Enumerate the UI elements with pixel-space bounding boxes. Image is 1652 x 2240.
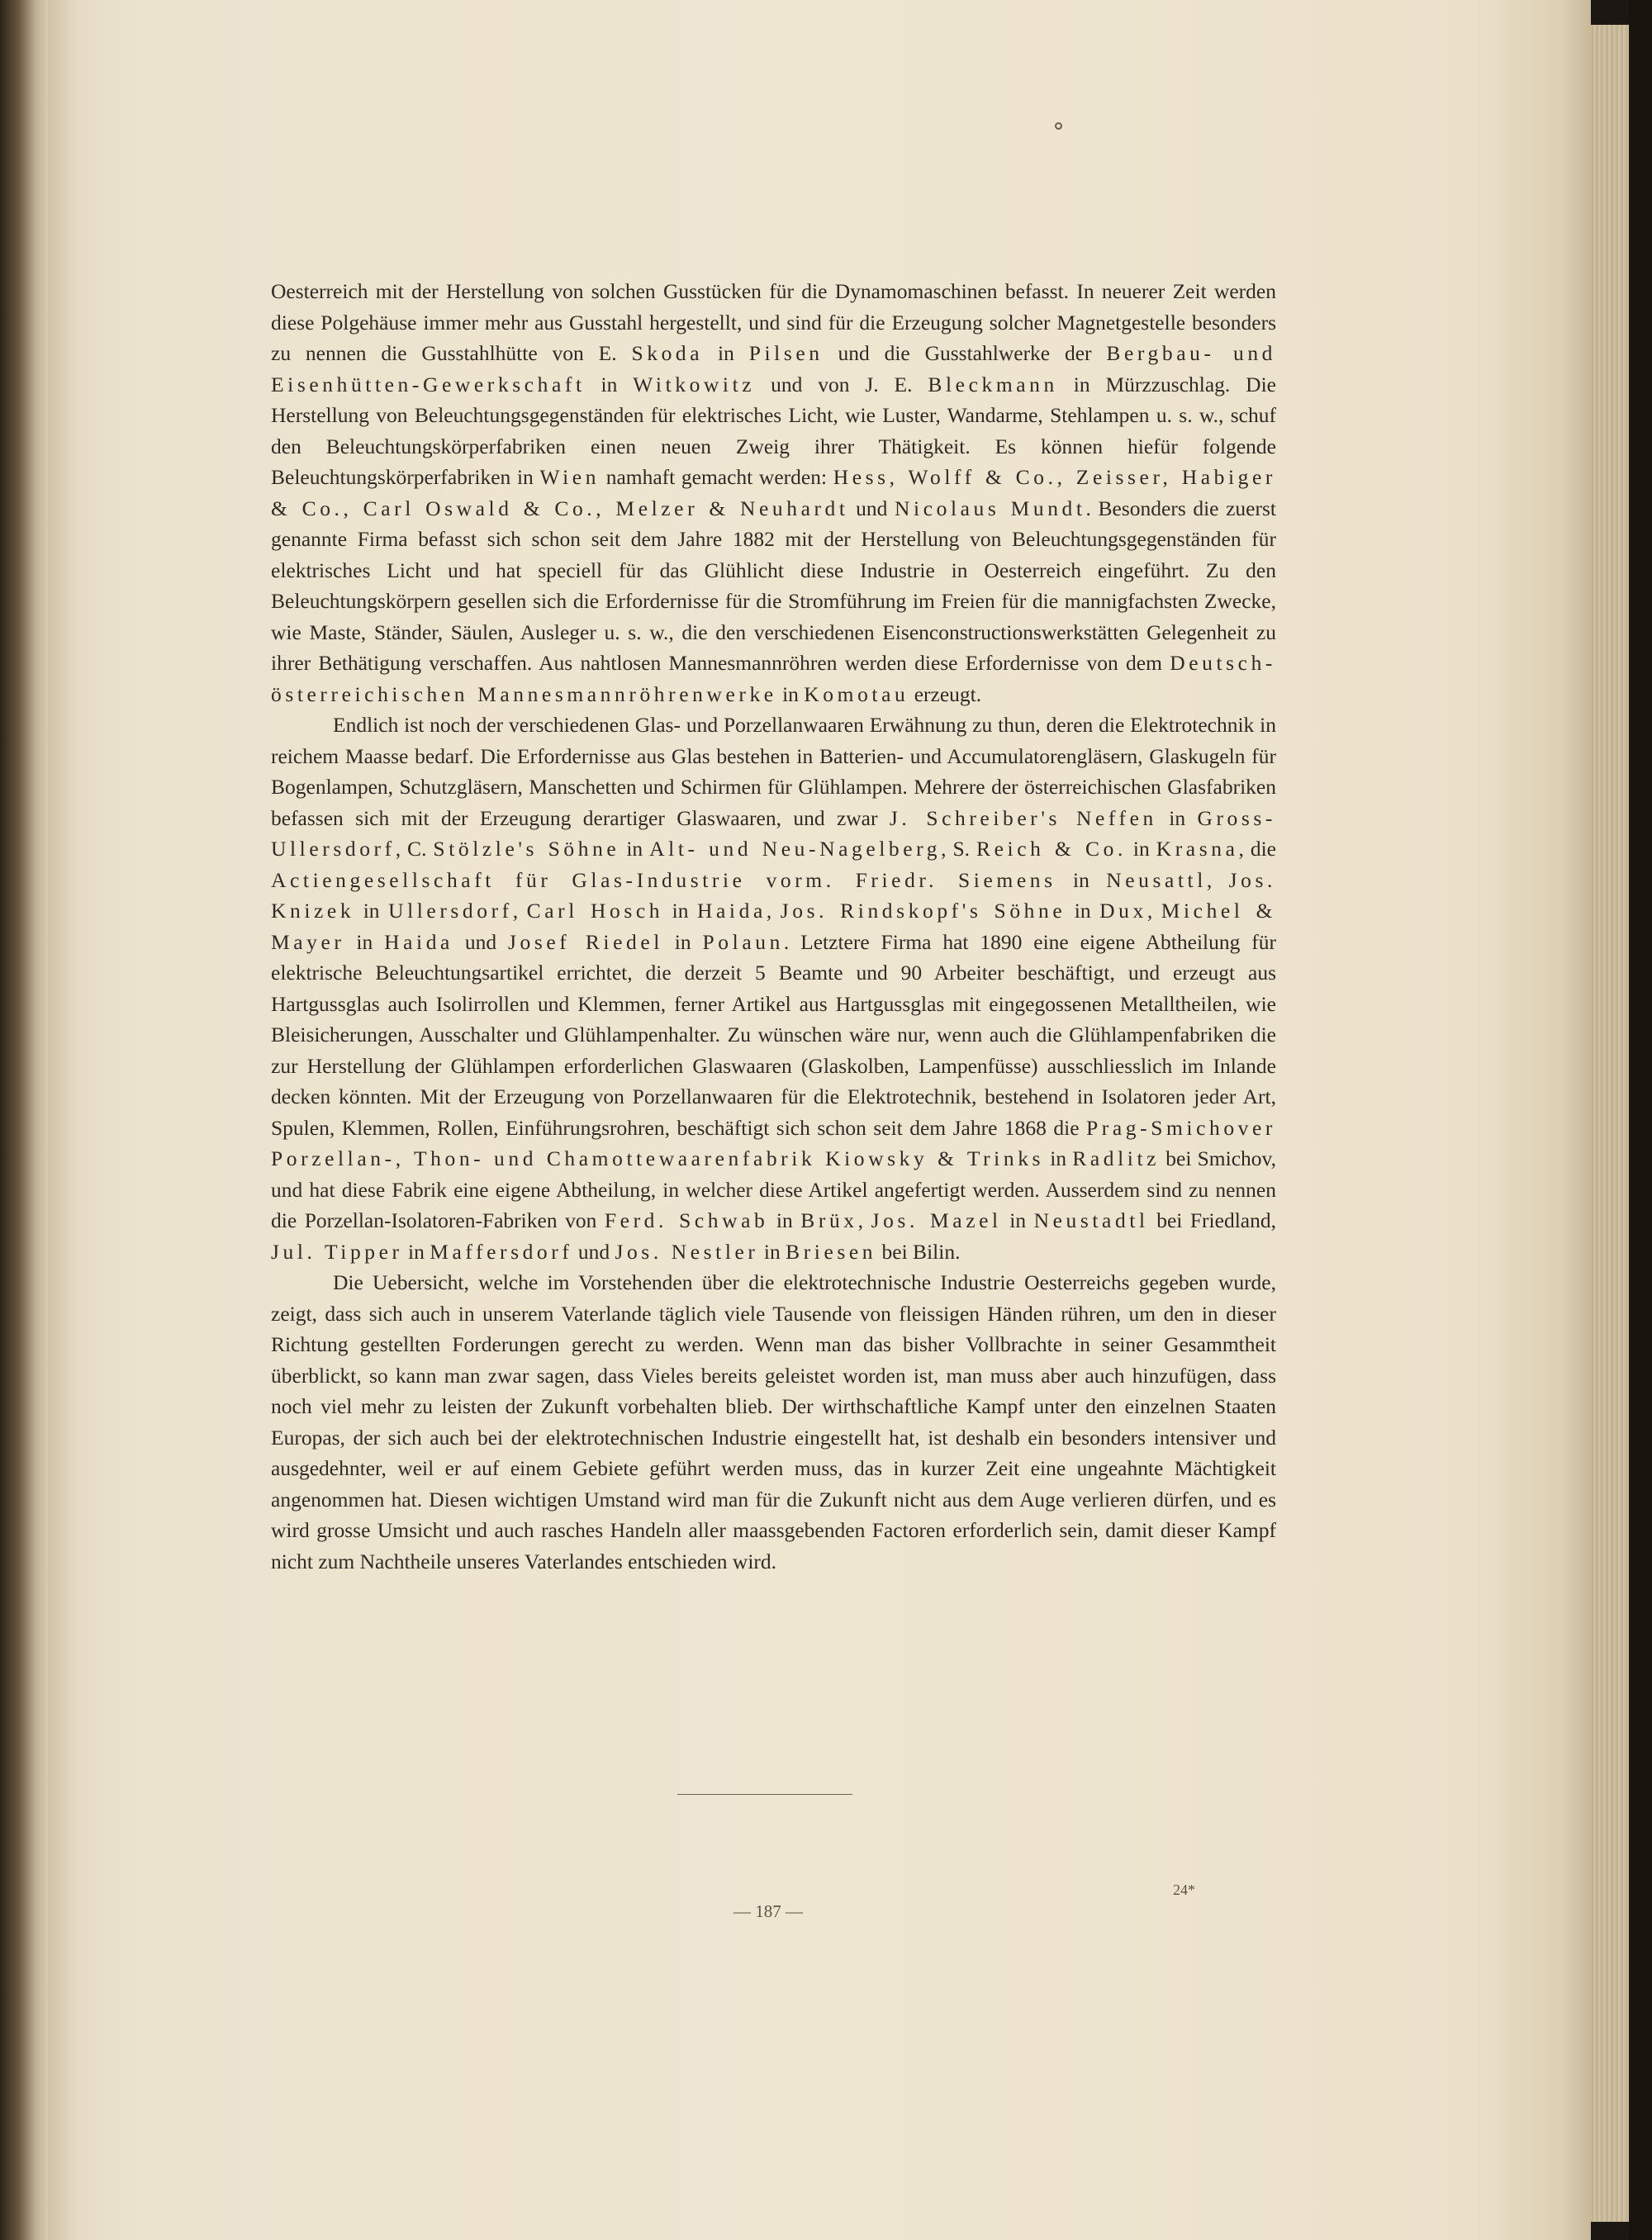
text-run: Die Uebersicht, welche im Vorstehenden über die elektrotechnische Industrie Oesterreichs gegeben wurde, zeigt, dass sich auch in unserem Vaterlande täglich viele Tausende von fleissigen Händen rühren, um den in dieser Richtung gestellten Forderungen gerecht zu werden. Wenn man das bisher Vollbrachte in seiner Gesammtheit überblickt, so kann man zwar sagen, dass Vieles bereits geleistet worden ist, man muss aber auch hinzufügen, dass noch viel mehr zu leisten der Zukunft vorbehalten blieb. Der wirthschaftliche Kampf unter den einzelnen Staaten Europas, der sich auch bei der elektrotechnischen Industrie eingestellt hat, ist deshalb ein besonders intensiver und ausgedehnter, weil er auf einem Gebiete geführt werden muss, das in kurzer Zeit eine ungeahnte Mächtigkeit angenommen hat. Diesen wichtigen Umstand wird man für die Zukunft nicht aus dem Auge verlieren dürfen, und es wird grosse Umsicht und auch rasches Handeln aller maassgebenden Factoren erforderlich sein, damit dieser Kampf nicht zum Nachtheile unseres Vaterlandes entschieden wird.: [271, 1270, 1276, 1573]
book-gutter-shadow: [0, 0, 48, 2240]
spaced-name: Krasna: [1156, 837, 1239, 861]
text-run: bei Friedland,: [1148, 1208, 1276, 1232]
spaced-name: Neustadtl: [1033, 1208, 1149, 1232]
spaced-name: Jul. Tipper: [271, 1239, 403, 1264]
text-run: bei Bilin.: [876, 1239, 961, 1264]
text-run: und: [453, 929, 508, 954]
text-run: bei Smichov, und hat diese Fabrik eine eigene Abtheilung, in welcher diese Artikel angefertigt werden. Ausserdem sind zu nennen die Porzellan-Isolatoren-Fabriken von: [271, 1146, 1276, 1232]
text-run: und: [572, 1239, 615, 1264]
text-run: in Mürzzuschlag. Die Herstellung von Beleuchtungsgegenständen für elektrisches Licht, wie Luster, Wandarme, Stehlampen u. s. w., schuf den Beleuchtungskörperfabriken einen neuen Zweig ihrer Thätigkeit. Es können hiefür folgende Beleuchtungskörperfabriken in: [271, 372, 1277, 489]
spaced-name: Jos. Rindskopf's Söhne: [780, 899, 1066, 923]
text-run: in: [1066, 899, 1100, 923]
text-run: in: [662, 929, 703, 954]
text-run: erzeugt.: [909, 681, 982, 706]
spaced-name: Haida: [384, 929, 453, 954]
text-run: . Letztere Firma hat 1890 eine eigene Abtheilung für elektrische Beleuchtungsartikel errichtet, die derzeit 5 Beamte und 90 Arbeiter beschäftigt, und erzeugt aus Hartgussglas auch Isolirrollen und Klemmen, ferner Artikel aus Hartgussglas mit eingegossenen Metalltheilen, wie Bleisicherungen, Ausschalter und Glühlampenhalter. Zu wünschen wäre nur, wenn auch die Glühlampenfabriken die zur Herstellung der Glühlampen erforderlichen Glaswaaren (Glaskolben, Lampenfüsse) ausschliesslich im Inlande decken könnten. Mit der Erzeugung von Porzellanwaaren für die Elektrotechnik, bestehend in Isolatoren jeder Art, Spulen, Klemmen, Rollen, Einführungsrohren, beschäftigt sich schon seit dem Jahre 1868 die: [271, 929, 1276, 1140]
spaced-name: Nicolaus Mundt: [895, 496, 1086, 520]
spaced-name: Gross-Ullersdorf: [271, 805, 1276, 861]
text-run: Oesterreich mit der Herstellung von solchen Gusstücken für die Dynamomaschinen befasst. In neuerer Zeit werden diese Polgehäuse immer mehr aus Gusstahl hergestellt, und sind für die Erzeugung solcher Magnetgestelle besonders zu nennen die Gusstahlhütte von E.: [271, 279, 1276, 365]
spaced-name: Actiengesellschaft für Glas-Industrie vorm. Friedr. Siemens: [271, 867, 1056, 892]
spaced-name: Bergbau- und Eisenhütten-Gewerkschaft: [271, 341, 1277, 396]
text-run: , die: [1238, 837, 1276, 861]
section-end-rule: [677, 1794, 852, 1795]
text-run: ,: [857, 1208, 871, 1232]
spaced-name: Skoda: [631, 341, 704, 365]
spaced-name: Josef Riedel: [507, 929, 663, 954]
background-edge: [1629, 0, 1652, 2240]
spaced-name: Neusattl: [1106, 867, 1207, 892]
paragraph: [271, 276, 1276, 709]
text-run: in: [663, 899, 698, 923]
page-number: — 187 —: [733, 1901, 803, 1921]
spaced-name: Dux: [1099, 899, 1147, 923]
text-run: ,: [766, 899, 781, 923]
body-text: [271, 276, 1276, 1577]
text-run: ,: [512, 899, 527, 923]
spaced-name: Briesen: [786, 1239, 877, 1264]
text-run: in: [585, 372, 634, 396]
text-run: in: [768, 1208, 801, 1232]
text-run: in: [620, 837, 650, 861]
spaced-name: Jos. Nestler: [615, 1239, 759, 1264]
spaced-name: Deutsch-österreichischen Mannesmannröhrenwerke: [271, 651, 1276, 706]
text-run: in: [703, 341, 749, 365]
spaced-name: Maffersdorf: [430, 1239, 573, 1264]
text-run: in: [1056, 867, 1107, 892]
text-run: ,: [1146, 899, 1161, 923]
spaced-name: Michel & Mayer: [271, 899, 1277, 954]
spaced-name: Witkowitz: [633, 372, 756, 396]
text-run: , S.: [941, 837, 977, 861]
text-run: in: [1156, 805, 1198, 830]
spaced-name: J. Schreiber's Neffen: [889, 805, 1157, 830]
spaced-name: Radlitz: [1072, 1146, 1161, 1170]
spaced-name: Stölzle's Söhne: [433, 837, 620, 861]
spaced-name: Alt- und Neu-Nagelberg: [649, 837, 942, 861]
text-run: in: [1044, 1146, 1073, 1170]
spaced-name: Jos. Mazel: [871, 1208, 1002, 1232]
spaced-name: Ferd. Schwab: [604, 1208, 769, 1232]
spaced-name: Polaun: [702, 929, 784, 954]
spaced-name: Ullersdorf: [388, 899, 513, 923]
text-run: in: [776, 681, 805, 706]
spaced-name: Hess, Wolff & Co., Zeisser, Habiger & Co., Carl Oswald & Co., Melzer & Neuhardt: [271, 465, 1276, 520]
text-run: Endlich ist noch der verschiedenen Glas- und Porzellanwaaren Erwähnung zu thun, deren die Elektrotechnik in reichem Maasse bedarf. Die Erfordernisse aus Glas bestehen in Batterien- und Accumulatorengläsern, Glaskugeln für Bogenlampen, Schutzgläsern, Manschetten und Schirmen für Glühlampen. Mehrere der österreichischen Glasfabriken befassen sich mit der Erzeugung derartiger Glaswaaren, und zwar: [271, 713, 1276, 830]
spaced-name: Reich & Co.: [976, 837, 1127, 861]
text-run: in: [1001, 1208, 1034, 1232]
ink-dot-mark: [1055, 122, 1062, 130]
text-run: in: [354, 899, 389, 923]
text-run: in: [344, 929, 385, 954]
text-run: in: [758, 1239, 786, 1264]
text-run: namhaft gemacht werden:: [600, 465, 833, 489]
spaced-name: Komotau: [804, 681, 909, 706]
page-stack-edge: [1591, 25, 1629, 2222]
spaced-name: Pilsen: [748, 341, 824, 365]
text-run: und: [848, 496, 895, 520]
spaced-name: Prag-Smichover Porzellan-, Thon- und Chamottewaarenfabrik Kiowsky & Trinks: [271, 1115, 1276, 1170]
text-run: . Besonders die zuerst genannte Firma befasst sich schon seit dem Jahre 1882 mit der Herstellung von Beleuchtungsgegenständen für elektrisches Licht und hat speciell für das Glühlicht diese Industrie in Oesterreich eingeführt. Zu den Beleuchtungskörpern gesellen sich die Erfordernisse für die Stromführung im Freien für die mannigfachsten Zwecke, wie Maste, Ständer, Säulen, Ausleger u. s. w., die den verschiedenen Eisenconstructionswerkstätten Gelegenheit zu ihrer Bethätigung verschaffen. Aus nahtlosen Mannesmannröhren werden diese Erfordernisse von dem: [271, 496, 1276, 675]
text-run: in: [1126, 837, 1156, 861]
spaced-name: Carl Hosch: [526, 899, 664, 923]
text-run: , C.: [395, 837, 434, 861]
sheet-signature: 24*: [1173, 1882, 1195, 1898]
text-run: und die Gusstahlwerke der: [823, 341, 1107, 365]
spaced-name: Jos. Knizek: [271, 867, 1277, 923]
spaced-name: Haida: [697, 899, 767, 923]
paragraph: [271, 1267, 1276, 1577]
paragraph: [271, 709, 1276, 1267]
text-run: ,: [1206, 867, 1229, 892]
spaced-name: Wien: [539, 465, 601, 489]
spaced-name: Brüx: [800, 1208, 858, 1232]
text-run: und von J. E.: [755, 372, 928, 396]
text-run: in: [402, 1239, 430, 1264]
spaced-name: Bleckmann: [928, 372, 1058, 396]
